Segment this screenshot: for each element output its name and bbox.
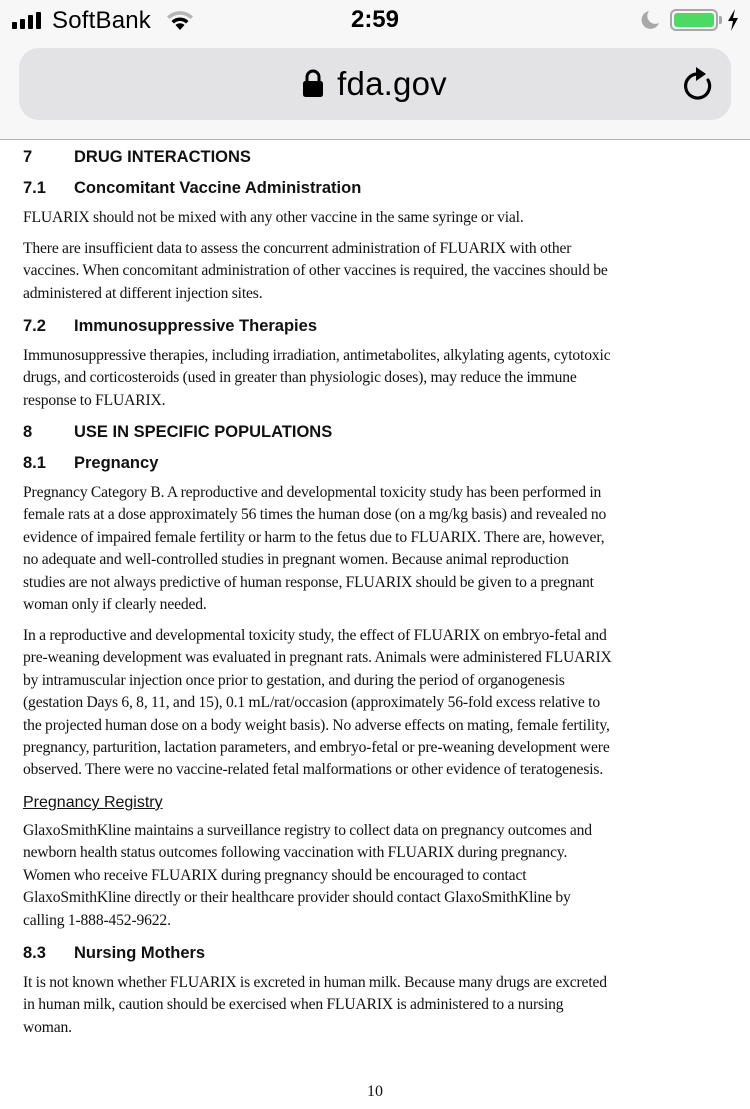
text-line: There are insufficient data to assess the concurrent administration of FLUARIX with other bbox=[23, 240, 572, 257]
pregnancy-registry-subheading: Pregnancy Registry bbox=[23, 794, 163, 811]
paragraph-8-3 bbox=[23, 972, 607, 1039]
battery-cap bbox=[719, 16, 722, 24]
section-8-3-heading bbox=[23, 943, 205, 963]
text-line: GlaxoSmithKline directly or their healthcare provider should contact GlaxoSmithKline by bbox=[23, 889, 571, 907]
text-line: observed. There were no vaccine-related fetal malformations or other evidence of teratogenesis. bbox=[23, 761, 604, 779]
text-line: In a reproductive and developmental toxicity study, the effect of FLUARIX on embryo-fetal and bbox=[23, 627, 607, 644]
url-display[interactable] bbox=[19, 48, 731, 120]
text-line: Pregnancy Category B. A reproductive and developmental toxicity study has been performed in bbox=[23, 484, 602, 501]
text-line: evidence of impaired female fertility or harm to the fetus due to FLUARIX. There are, however, bbox=[23, 528, 605, 546]
moon-icon bbox=[640, 10, 660, 30]
carrier-name: SoftBank bbox=[52, 7, 151, 34]
address-bar[interactable] bbox=[19, 48, 731, 120]
text-line: studies are not always predictive of human response, FLUARIX should be given to a pregnant bbox=[23, 573, 594, 591]
section-title: USE IN SPECIFIC POPULATIONS bbox=[74, 423, 333, 441]
section-title: Concomitant Vaccine Administration bbox=[74, 179, 362, 197]
section-title: Immunosuppressive Therapies bbox=[74, 317, 317, 335]
text-line: Immunosuppressive therapies, including irradiation, antimetabolites, alkylating agents, cytotoxic bbox=[23, 347, 611, 364]
text-line: drugs, and corticosteroids (used in greater than physiologic doses), may reduce the immune bbox=[23, 369, 577, 387]
text-line: woman. bbox=[23, 1018, 72, 1036]
paragraph-pregnancy-registry bbox=[23, 820, 592, 932]
text-line: in human milk, caution should be exercised when FLUARIX is administered to a nursing bbox=[23, 996, 564, 1014]
section-number: 7 bbox=[23, 148, 33, 166]
text-line: pre-weaning development was evaluated in pregnant rats. Animals were administered FLUARIX bbox=[23, 649, 612, 667]
text-line: no adequate and well-controlled studies in pregnant women. Because animal reproduction bbox=[23, 551, 569, 569]
url-text[interactable]: fda.gov bbox=[337, 65, 447, 102]
text-line: female rats at a dose approximately 56 times the human dose (on a mg/kg basis) and revealed no bbox=[23, 506, 607, 524]
text-line: response to FLUARIX. bbox=[23, 391, 166, 409]
section-title: Nursing Mothers bbox=[74, 944, 206, 962]
text-line: newborn health status outcomes following vaccination with FLUARIX during pregnancy. bbox=[23, 844, 568, 862]
paragraph-8-1-b bbox=[23, 625, 612, 782]
section-number: 8.3 bbox=[23, 944, 46, 962]
status-bar bbox=[0, 0, 750, 40]
reload-icon[interactable] bbox=[681, 66, 715, 102]
text-line: vaccines. When concomitant administration of other vaccines is required, the vaccines should be bbox=[23, 262, 608, 280]
section-7-1-heading bbox=[23, 178, 361, 198]
battery-icon bbox=[670, 9, 718, 31]
paragraph-8-1-a bbox=[23, 482, 606, 616]
section-8-heading bbox=[23, 422, 332, 442]
section-title: DRUG INTERACTIONS bbox=[74, 148, 251, 166]
battery-level bbox=[674, 13, 714, 27]
text-line: calling 1-888-452-9622. bbox=[23, 911, 171, 929]
section-number: 8.1 bbox=[23, 454, 46, 472]
browser-chrome bbox=[0, 0, 750, 140]
section-7-heading bbox=[23, 147, 251, 167]
section-number: 7.1 bbox=[23, 179, 46, 197]
section-number: 7.2 bbox=[23, 317, 46, 335]
charging-bolt-icon bbox=[726, 9, 740, 31]
text-line: Women who receive FLUARIX during pregnancy should be encouraged to contact bbox=[23, 866, 527, 884]
text-line: the projected human dose on a body weight basis). No adverse effects on mating, female fertility, bbox=[23, 716, 610, 734]
paragraph-7-2 bbox=[23, 345, 610, 412]
section-title: Pregnancy bbox=[74, 454, 159, 472]
paragraph-7-1-b bbox=[23, 238, 608, 305]
section-number: 8 bbox=[23, 423, 33, 441]
text-line: by intramuscular injection once prior to gestation, and during the period of organogenesis bbox=[23, 671, 565, 689]
lock-icon bbox=[303, 69, 323, 97]
text-line: FLUARIX should not be mixed with any other vaccine in the same syringe or vial. bbox=[23, 209, 524, 226]
section-7-2-heading bbox=[23, 316, 317, 336]
text-line: administered at different injection sites. bbox=[23, 284, 263, 302]
paragraph-7-1-a bbox=[23, 207, 524, 229]
text-line: (gestation Days 6, 8, 11, and 15), 0.1 mL/rat/occasion (approximately 56-fold excess relative to bbox=[23, 694, 600, 712]
text-line: pregnancy, parturition, lactation parameters, and embryo-fetal or pre-weaning development were bbox=[23, 739, 610, 757]
text-line: GlaxoSmithKline maintains a surveillance registry to collect data on pregnancy outcomes and bbox=[23, 822, 592, 839]
page-number: 10 bbox=[367, 1083, 383, 1100]
text-line: woman only if clearly needed. bbox=[23, 596, 207, 614]
section-8-1-heading bbox=[23, 453, 158, 473]
text-line: It is not known whether FLUARIX is excreted in human milk. Because many drugs are excreted bbox=[23, 974, 607, 991]
clock: 2:59 bbox=[350, 6, 400, 33]
